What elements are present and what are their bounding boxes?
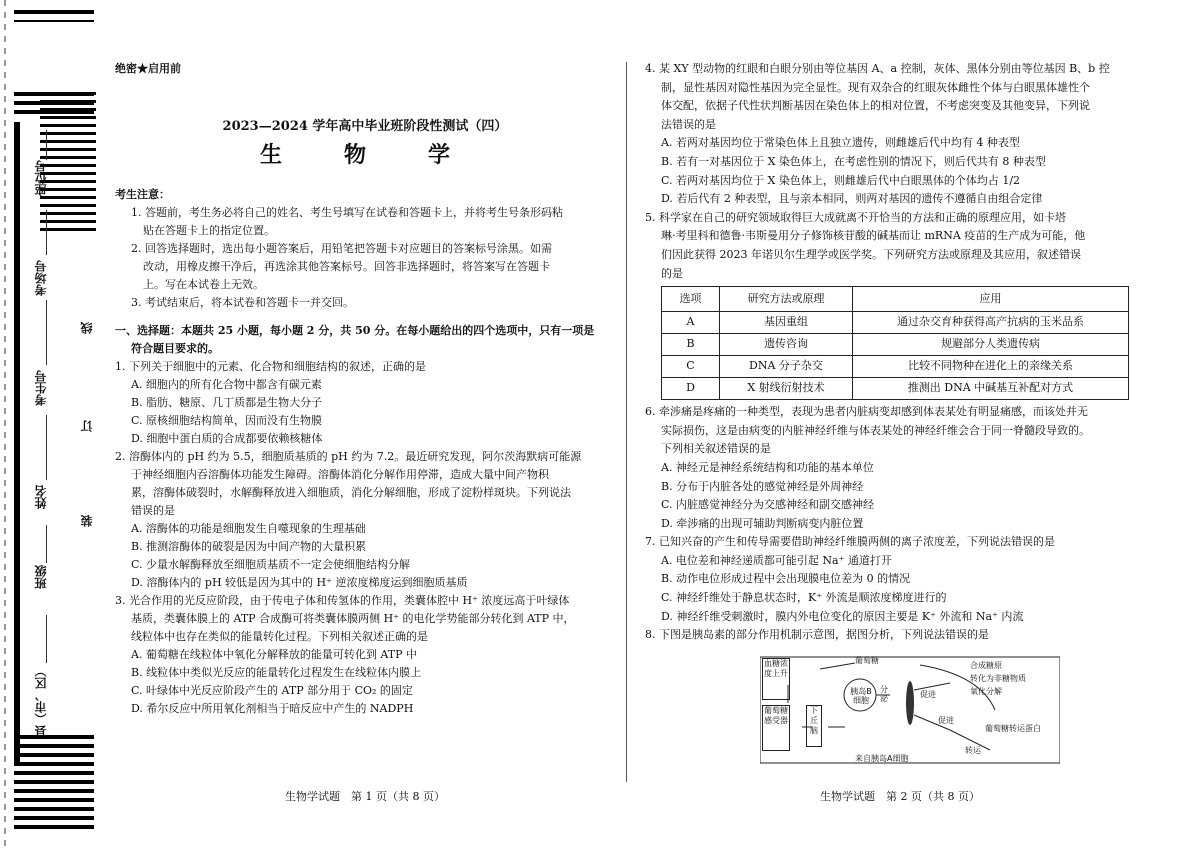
table-header: 选项 [662,287,720,312]
seat-no-label: 座位号 [34,160,48,196]
exam-room-label: 考场号 [34,260,48,296]
question-stem: 们因此获得 2023 年诺贝尔生理学或医学奖。下列研究方法或原理及其应用，叙述错误 [661,247,1081,261]
page-2 [645,60,1170,645]
option: A. 电位差和神经递质都可能引起 Na⁺ 通道打开 [661,553,892,567]
islet-cell-label: 胰岛B细胞 [850,687,872,705]
option: A. 若两对基因均位于常染色体上且独立遗传，则雌雄后代中均有 4 种表型 [661,136,1020,150]
table-cell: 基因重组 [720,312,853,334]
question-stem: 8. 下图是胰岛素的部分作用机制示意图，据图分析，下列说法错误的是 [645,628,989,642]
option: C. 内脏感觉神经分为交感神经和副交感神经 [661,498,875,512]
student-no-label: 考生号 [34,370,48,406]
question-stem: 法错误的是 [661,117,716,131]
option: A. 神经元是神经系统结构和功能的基本单位 [661,460,874,474]
question-stem: 累，溶酶体破裂时，水解酶释放进入细胞质，消化分解细胞，形成了淀粉样斑块。下列说法 [131,486,571,499]
page-footer: 生物学试题 第 1 页（共 8 页） [285,790,445,803]
cut-line [4,0,6,849]
page-1 [115,60,615,718]
binding-bar [14,20,94,22]
fill-line [46,615,47,663]
class-label: 班级 [34,565,48,589]
name-label: 姓名 [34,485,48,509]
section-heading: 一、选择题：本题共 25 小题，每小题 2 分，共 50 分。在每小题给出的四个选项中，只有一项是 [115,324,595,337]
question-stem: 线粒体中也存在类似的能量转化过程。下列相关叙述正确的是 [131,630,428,643]
table-cell: C [662,356,720,378]
option: D. 细胞中蛋白质的合成都要依赖核糖体 [131,432,323,445]
binding-bar [14,10,94,14]
table-cell: X 射线衍射技术 [720,378,853,400]
option: C. 神经纤维处于静息状态时，K⁺ 外流是顺浓度梯度进行的 [661,591,947,605]
option: C. 原核细胞结构简单，因而没有生物膜 [131,414,323,427]
option: C. 少量水解酶释放至细胞质基质不一定会使细胞结构分解 [131,558,411,571]
table-cell: A [662,312,720,334]
question-stem: 基质，类囊体膜上的 ATP 合成酶可将类囊体膜两侧 H⁺ 的电化学势能部分转化到 ATP 中， [131,612,575,625]
table-header: 应用 [853,287,1129,312]
binding-strip [0,0,108,849]
notice-line: 贴在答题卡上的指定位置。 [143,224,275,237]
transporter-label: 葡萄糖转运蛋白 [985,724,1041,733]
q5-table [661,286,1129,400]
option: B. 线粒体中类似光反应的能量转化过程发生在线粒体内膜上 [131,666,422,679]
synth-label: 合成糖原 [970,661,1002,670]
table-header-row [662,287,1129,312]
binding-stripes [14,92,30,752]
option: A. 溶酶体的功能是细胞发生自噬现象的生理基础 [131,522,366,535]
blood-sugar-box: 血糖浓度上升 [762,658,790,700]
option: C. 若两对基因均位于 X 染色体上，则雌雄后代中白眼黑体的个体均占 1/2 [661,173,1021,187]
question-stem: 的是 [661,266,683,280]
fill-line [46,300,47,365]
question-stem: 6. 牵涉痛是疼痛的一种类型，表现为患者内脏病变却感到体表某处有明显痛感，而该处并无 [645,405,1088,419]
option: C. 叶绿体中光反应阶段产生的 ATP 部分用于 CO₂ 的固定 [131,684,413,697]
option: B. 分布于内脏各处的感觉神经是外周神经 [661,479,864,493]
notice-line: 2. 回答选择题时，选出每小题答案后，用铅笔把答题卡对应题目的答案标号涂黑。如需 [131,242,552,255]
question-stem: 4. 某 XY 型动物的红眼和白眼分别由等位基因 A、a 控制，灰体、黑体分别由等位基因 B、b 控 [645,62,1110,75]
fill-line [46,210,47,255]
table-cell: B [662,334,720,356]
notice-line: 改动，用橡皮擦干净后，再选涂其他答案标号。回答非选择题时，将答案写在答题卡 [143,260,550,273]
question-stem: 1. 下列关于细胞中的元素、化合物和细胞结构的叙述，正确的是 [115,360,426,373]
page-footer: 生物学试题 第 2 页（共 8 页） [820,790,980,803]
notice-line: 上。写在本试卷上无效。 [143,278,264,291]
option: D. 溶酶体内的 pH 较低是因为其中的 H⁺ 逆浓度梯度运到细胞质基质 [131,576,468,589]
question-stem: 琳·考里科和德鲁·韦斯曼用分子修饰核苷酸的碱基而让 mRNA 疫苗的生产成为可能，他 [661,229,1086,243]
barcode-bottom [14,735,94,845]
table-cell: 规避部分人类遗传病 [853,334,1129,356]
table-row [662,356,1129,378]
cut-mark-line: 线 [80,322,94,334]
insulin-diagram [760,655,1060,765]
promote-label-2: 促进 [938,716,954,725]
table-row [662,378,1129,400]
table-cell: 比较不同物种在进化上的亲缘关系 [853,356,1129,378]
cut-mark-bind: 订 [80,420,94,432]
exam-title: 2023—2024 学年高中毕业班阶段性测试（四） [222,119,508,134]
question-stem: 于神经细胞内吞溶酶体功能发生障碍。溶酶体消化分解作用停滞，造成大量中间产物积 [131,468,549,481]
convert-label: 转化为非糖物质 [970,674,1026,683]
receptor-box: 葡萄糖感受器 [762,705,790,751]
question-stem: 体交配，依据子代性状判断基因在染色体上的相对位置，不考虑突变及其他变异，下列说 [661,99,1090,113]
table-cell: 推测出 DNA 中碱基互补配对方式 [853,378,1129,400]
question-stem: 2. 溶酶体内的 pH 约为 5.5，细胞质基质的 pH 约为 7.2。最近研究发现，阿尔茨海默病可能源 [115,450,582,463]
option: B. 脂肪、糖原、几丁质都是生物大分子 [131,396,323,409]
option: D. 神经纤维受刺激时，膜内外电位变化的原因主要是 K⁺ 外流和 Na⁺ 内流 [661,609,1024,623]
fill-line [46,525,47,563]
option: B. 若有一对基因位于 X 染色体上，在考虑性别的情况下，则后代共有 8 种表型 [661,154,1046,168]
table-header: 研究方法或原理 [720,287,853,312]
column-divider [626,62,627,782]
question-stem: 5. 科学家在自己的研究领域取得巨大成就离不开恰当的方法和正确的原理应用，如卡塔 [645,210,1066,224]
transport-label: 转运 [965,746,981,755]
notice-line: 1. 答题前，考生务必将自己的姓名、考生号填写在试卷和答题卡上，并将考生号条形码粘 [131,206,563,219]
section-heading: 符合题目要求的。 [131,342,219,355]
table-cell: DNA 分子杂交 [720,356,853,378]
question-stem: 制，显性基因对隐性基因为完全显性。现有双杂合的红眼灰体雌性个体与白眼黑体雄性个 [661,80,1090,94]
table-row [662,312,1129,334]
table-row [662,334,1129,356]
table-cell: 通过杂交育种获得高产抗病的玉米品系 [853,312,1129,334]
fill-line [46,130,47,160]
diagram-lines [760,655,1060,765]
table-cell: D [662,378,720,400]
notice-line: 3. 考试结束后，将本试卷和答题卡一并交回。 [131,296,354,309]
option: B. 动作电位形成过程中会出现膜电位差为 0 的情况 [661,572,911,586]
fill-line [46,415,47,480]
option: A. 细胞内的所有化合物中都含有碳元素 [131,378,322,391]
option: D. 牵涉痛的出现可辅助判断病变内脏位置 [661,516,864,530]
county-label: 县（市、区） [34,665,48,737]
notice-heading: 考生注意： [115,188,170,201]
option: D. 希尔反应中所用氧化剂相当于暗反应中产生的 NADPH [131,702,414,715]
secret-label: 绝密★启用前 [115,62,181,75]
question-stem: 3. 光合作用的光反应阶段，由于传电子体和传氢体的作用，类囊体腔中 H⁺ 浓度远高于叶绿体 [115,594,570,607]
option: B. 推测溶酶体的破裂是因为中间产物的大量积累 [131,540,367,553]
question-stem: 7. 已知兴奋的产生和传导需要借助神经纤维膜两侧的离子浓度差，下列说法错误的是 [645,535,1055,549]
oxidize-label: 氧化分解 [970,687,1002,696]
table-cell: 遗传咨询 [720,334,853,356]
promote-label-1: 促进 [920,690,936,699]
alpha-cell-label: 来自胰岛A细胞 [855,754,909,763]
question-stem: 下列相关叙述错误的是 [661,442,771,456]
option: A. 葡萄糖在线粒体中氧化分解释放的能量可转化到 ATP 中 [131,648,418,661]
glucose-label: 葡萄糖 [855,656,879,665]
cut-mark-staple: 装 [80,515,94,527]
question-stem: 实际损伤，这是由病变的内脏神经纤维与体表某处的神经纤维会合于同一脊髓段导致的。 [661,423,1090,437]
option: D. 若后代有 2 种表型，且与亲本相同，则两对基因的遗传不遵循自由组合定律 [661,192,1043,206]
question-stem: 错误的是 [131,504,175,517]
subject-title: 生 物 学 [259,142,470,168]
hypothalamus-box: 下丘脑 [806,705,822,747]
secretion-label: 分泌 [880,685,888,703]
